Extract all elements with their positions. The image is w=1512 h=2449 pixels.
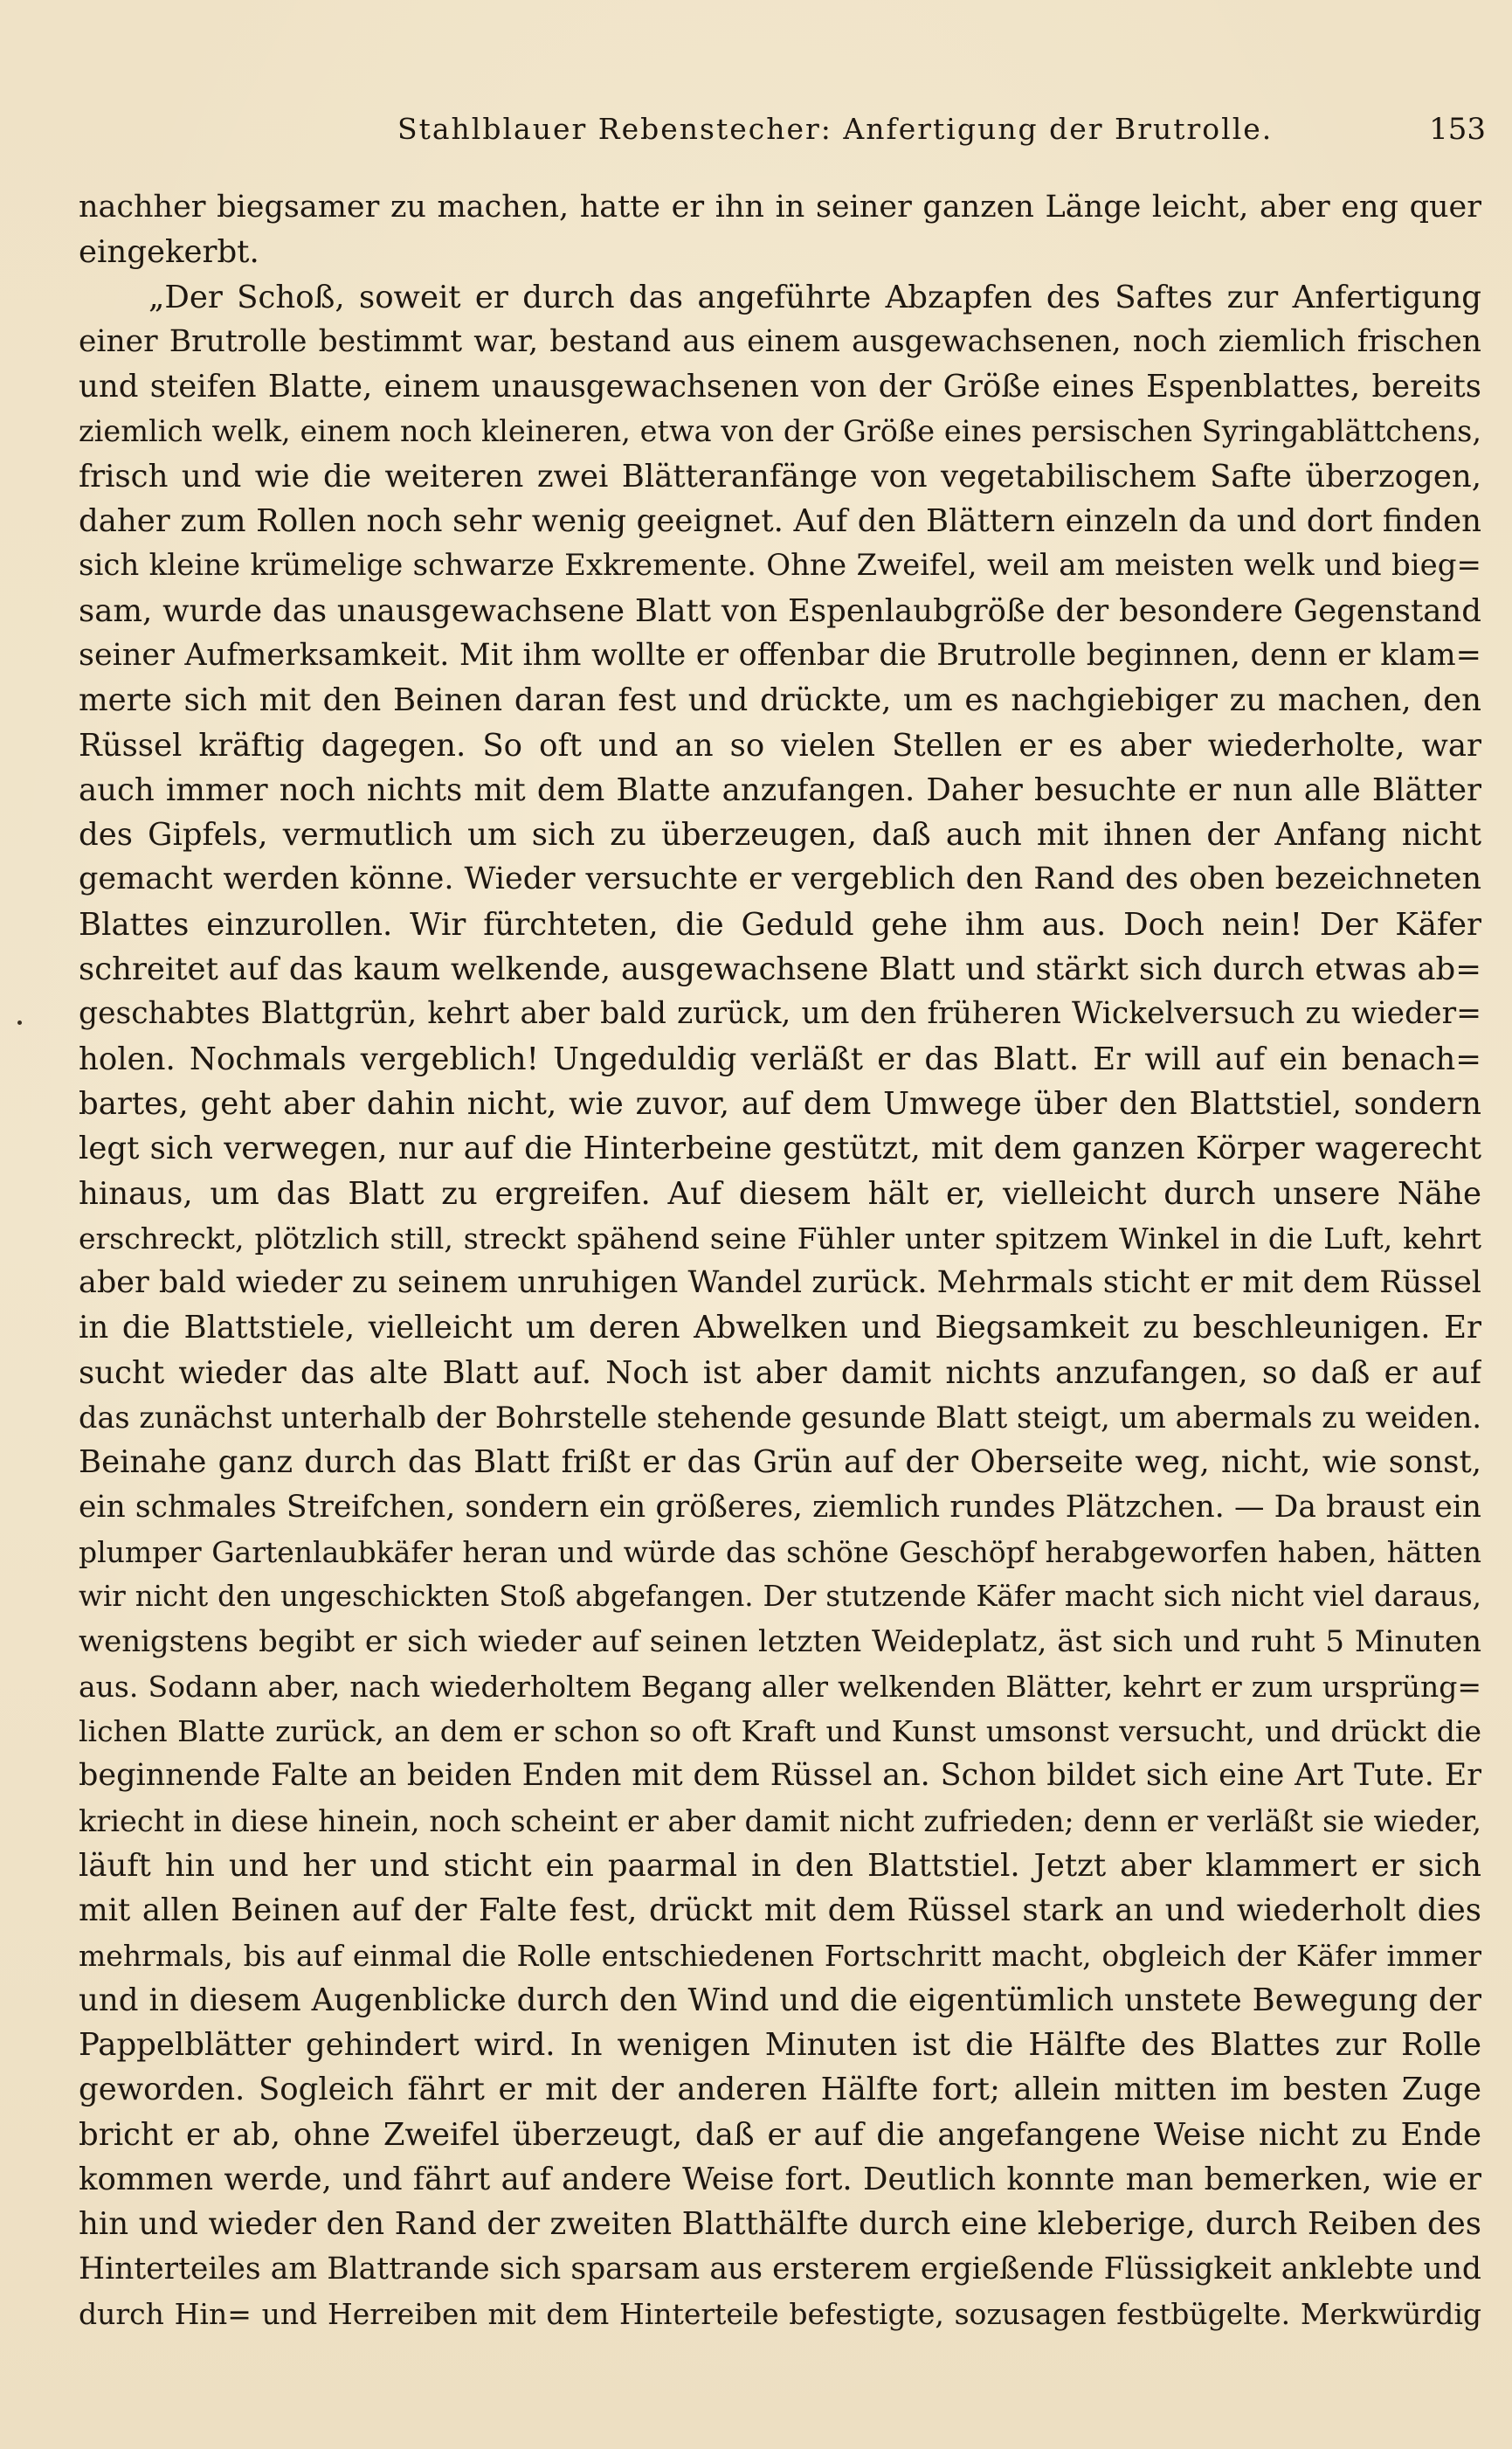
text-line: geworden. Sogleich fährt er mit der anderen Hälfte fort; allein mitten im besten Zuge (79, 2072, 1481, 2108)
text-line: das zunächst unterhalb der Bohrstelle stehende gesunde Blatt steigt, um abermals zu weiden. (79, 1401, 1481, 1436)
text-line: einer Brutrolle bestimmt war, bestand aus einem ausgewachsenen, noch ziemlich frischen (79, 323, 1481, 359)
margin-speck (17, 1020, 22, 1025)
text-line: bartes, geht aber dahin nicht, wie zuvor, auf dem Umwege über den Blattstiel, sondern (79, 1085, 1481, 1122)
text-line: sich kleine krümelige schwarze Exkremente. Ohne Zweifel, weil am meisten welk und bieg= (79, 548, 1481, 584)
text-line: und steifen Blatte, einem unausgewachsenen von der Größe eines Espenblattes, bereits (79, 369, 1481, 405)
text-line: läuft hin und her und sticht ein paarmal in den Blattstiel. Jetzt aber klammert er sich (79, 1847, 1481, 1884)
text-line: durch Hin= und Herreiben mit dem Hinterteile befestigte, sozusagen festbügelte. Merkwürdig (79, 2296, 1481, 2331)
text-line: merte sich mit den Beinen daran fest und drückte, um es nachgiebiger zu machen, den (79, 682, 1481, 719)
page-number: 153 (1429, 112, 1486, 147)
text-line: geschabtes Blattgrün, kehrt aber bald zurück, um den früheren Wickelversuch zu wieder= (79, 996, 1481, 1032)
text-line: wenigstens begibt er sich wieder auf seinen letzten Weideplatz, äst sich und ruht 5 Minuten (79, 1623, 1481, 1659)
text-line: in die Blattstiele, vielleicht um deren Abwelken und Biegsamkeit zu beschleunigen. Er (79, 1310, 1481, 1346)
text-line: „Der Schoß, soweit er durch das angeführte Abzapfen des Saftes zur Anfertigung (148, 279, 1481, 315)
text-line: mit allen Beinen auf der Falte fest, drückt mit dem Rüssel stark an und wiederholt dies (79, 1892, 1481, 1929)
text-line: nachher biegsamer zu machen, hatte er ihn in seiner ganzen Länge leicht, aber eng quer (79, 190, 1481, 225)
text-line: Pappelblätter gehindert wird. In wenigen Minuten ist die Hälfte des Blattes zur Rolle (79, 2027, 1481, 2064)
text-line: plumper Gartenlaubkäfer heran und würde das schöne Geschöpf herabgeworfen haben, hätten (79, 1534, 1481, 1569)
page-header (79, 112, 1486, 156)
text-line: kriecht in diese hinein, noch scheint er aber damit nicht zufrieden; denn er verläßt sie wieder, (79, 1803, 1481, 1838)
text-line: ziemlich welk, einem noch kleineren, etwa von der Größe eines persischen Syringablättchens, (79, 414, 1481, 449)
text-line: seiner Aufmerksamkeit. Mit ihm wollte er offenbar die Brutrolle beginnen, denn er klam= (79, 637, 1481, 673)
text-line: sucht wieder das alte Blatt auf. Noch ist aber damit nichts anzufangen, so daß er auf (79, 1354, 1481, 1391)
text-line: eingekerbt. (79, 234, 259, 271)
running-title: Stahlblauer Rebenstecher: Anfertigung der Brutrolle. (397, 112, 1274, 146)
text-line: Beinahe ganz durch das Blatt frißt er das Grün auf der Oberseite weg, nicht, wie sonst, (79, 1444, 1481, 1481)
text-line: beginnende Falte an beiden Enden mit dem Rüssel an. Schon bildet sich eine Art Tute. Er (79, 1758, 1481, 1794)
text-line: lichen Blatte zurück, an dem er schon so oft Kraft und Kunst umsonst versucht, und drückt die (79, 1714, 1481, 1749)
text-line: frisch und wie die weiteren zwei Blätteranfänge von vegetabilischem Safte überzogen, (79, 458, 1481, 495)
text-line: erschreckt, plötzlich still, streckt spähend seine Fühler unter spitzem Winkel in die Luft, kehrt (79, 1221, 1481, 1256)
text-line: wir nicht den ungeschickten Stoß abgefangen. Der stutzende Käfer macht sich nicht viel daraus, (79, 1580, 1481, 1614)
text-line: Rüssel kräftig dagegen. So oft und an so vielen Stellen er es aber wiederholte, war (79, 727, 1481, 764)
text-line: kommen werde, und fährt auf andere Weise fort. Deutlich konnte man bemerken, wie er (79, 2162, 1481, 2198)
text-line: Blattes einzurollen. Wir fürchteten, die Geduld gehe ihm aus. Doch nein! Der Käfer (79, 906, 1481, 943)
text-line: daher zum Rollen noch sehr wenig geeignet. Auf den Blättern einzeln da und dort finden (79, 503, 1481, 540)
text-line: legt sich verwegen, nur auf die Hinterbeine gestützt, mit dem ganzen Körper wagerecht (79, 1131, 1481, 1167)
text-line: Hinterteiles am Blattrande sich sparsam aus ersterem ergießende Flüssigkeit anklebte und (79, 2251, 1481, 2286)
text-line: ein schmales Streifchen, sondern ein größeres, ziemlich rundes Plätzchen. — Da braust ein (79, 1489, 1481, 1525)
body-text (79, 185, 1481, 2336)
text-line: aber bald wieder zu seinem unruhigen Wandel zurück. Mehrmals sticht er mit dem Rüssel (79, 1265, 1481, 1301)
text-line: hin und wieder den Rand der zweiten Blatthälfte durch eine kleberige, durch Reiben des (79, 2206, 1481, 2243)
text-line: gemacht werden könne. Wieder versuchte er vergeblich den Rand des oben bezeichneten (79, 861, 1481, 897)
text-line: mehrmals, bis auf einmal die Rolle entschiedenen Fortschritt macht, obgleich der Käfer immer (79, 1938, 1481, 1973)
text-line: und in diesem Augenblicke durch den Wind und die eigentümlich unstete Bewegung der (79, 1982, 1481, 2018)
text-line: sam, wurde das unausgewachsene Blatt von Espenlaubgröße der besondere Gegenstand (79, 592, 1481, 629)
text-line: des Gipfels, vermutlich um sich zu überzeugen, daß auch mit ihnen der Anfang nicht (79, 817, 1481, 854)
text-line: holen. Nochmals vergeblich! Ungeduldig verläßt er das Blatt. Er will auf ein benach= (79, 1041, 1481, 1077)
text-line: auch immer noch nichts mit dem Blatte anzufangen. Daher besuchte er nun alle Blätter (79, 771, 1481, 808)
text-line: schreitet auf das kaum welkende, ausgewachsene Blatt und stärkt sich durch etwas ab= (79, 951, 1481, 988)
text-line: aus. Sodann aber, nach wiederholtem Begang aller welkenden Blätter, kehrt er zum ursprüng= (79, 1669, 1481, 1704)
text-line: hinaus, um das Blatt zu ergreifen. Auf diesem hält er, vielleicht durch unsere Nähe (79, 1175, 1481, 1212)
text-line: bricht er ab, ohne Zweifel überzeugt, daß er auf die angefangene Weise nicht zu Ende (79, 2116, 1481, 2153)
